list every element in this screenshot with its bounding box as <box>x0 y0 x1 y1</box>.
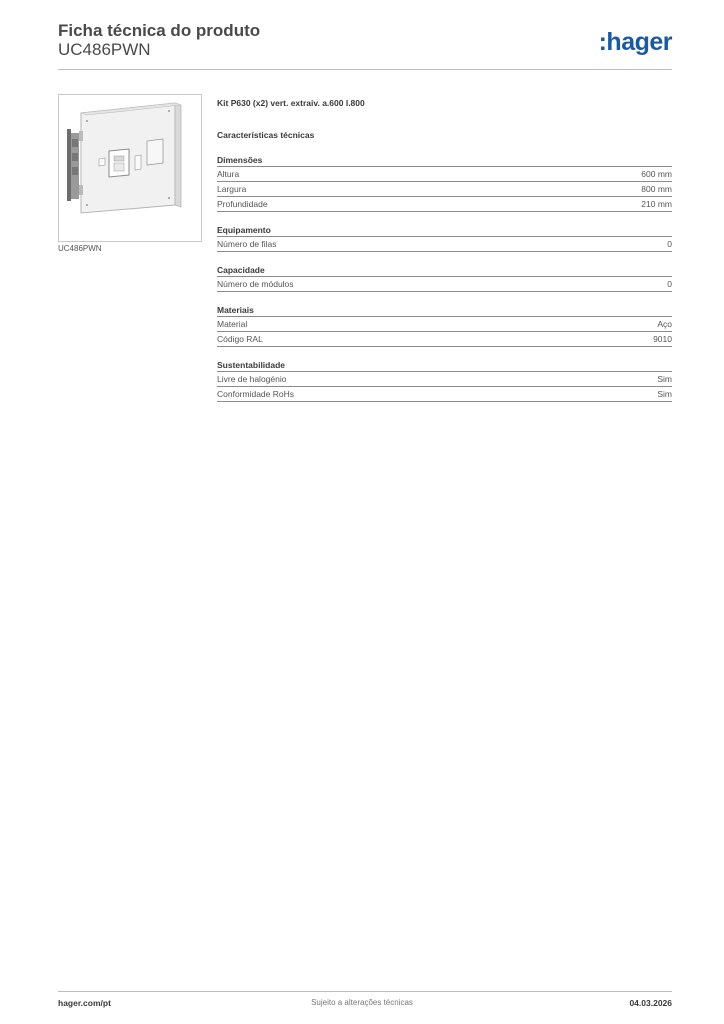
spec-value: 0 <box>667 279 672 289</box>
section-title: Sustentabilidade <box>217 360 286 370</box>
spec-value: Sim <box>657 374 672 384</box>
section-dimensions <box>217 155 672 212</box>
image-caption: UC486PWN <box>58 244 102 253</box>
spec-label: Livre de halogénio <box>217 374 287 384</box>
product-panel-illustration <box>59 95 201 241</box>
spec-label: Largura <box>217 184 247 194</box>
section-title: Equipamento <box>217 225 271 235</box>
spec-row <box>217 236 672 252</box>
section-equipment <box>217 225 672 252</box>
section-materials <box>217 305 672 347</box>
product-name: Kit P630 (x2) vert. extraiv. a.600 l.800 <box>217 98 365 108</box>
spec-label: Material <box>217 319 248 329</box>
footer-website-link[interactable]: hager.com/pt <box>58 998 111 1008</box>
section-title: Dimensões <box>217 155 263 165</box>
spec-value: 0 <box>667 239 672 249</box>
footer-divider <box>58 991 672 992</box>
section-sustainability <box>217 360 672 402</box>
spec-content <box>217 97 672 402</box>
spec-row <box>217 181 672 196</box>
hager-logo: :hager <box>598 28 672 56</box>
section-title: Capacidade <box>217 265 265 275</box>
spec-row <box>217 276 672 292</box>
section-title: Materiais <box>217 305 254 315</box>
spec-row <box>217 331 672 347</box>
product-image <box>58 94 202 242</box>
section-capacity <box>217 265 672 292</box>
spec-value: 600 mm <box>641 169 672 179</box>
spec-value: 800 mm <box>641 184 672 194</box>
footer-date: 04.03.2026 <box>629 998 672 1008</box>
footer-notice: Sujeito a alterações técnicas <box>311 998 413 1007</box>
spec-value: Sim <box>657 389 672 399</box>
spec-value: Aço <box>657 319 672 329</box>
spec-label: Número de módulos <box>217 279 294 289</box>
spec-row <box>217 386 672 402</box>
spec-row <box>217 166 672 181</box>
spec-label: Código RAL <box>217 334 263 344</box>
spec-label: Altura <box>217 169 240 179</box>
page-title: Ficha técnica do produto <box>58 21 261 40</box>
spec-label: Profundidade <box>217 199 268 209</box>
page-subtitle: UC486PWN <box>58 40 151 59</box>
specs-heading: Características técnicas <box>217 130 315 140</box>
spec-label: Conformidade RoHs <box>217 389 295 399</box>
spec-row <box>217 196 672 212</box>
spec-label: Número de filas <box>217 239 277 249</box>
spec-row <box>217 316 672 331</box>
spec-value: 9010 <box>653 334 672 344</box>
spec-value: 210 mm <box>641 199 672 209</box>
header-divider <box>58 69 672 70</box>
spec-row <box>217 371 672 386</box>
